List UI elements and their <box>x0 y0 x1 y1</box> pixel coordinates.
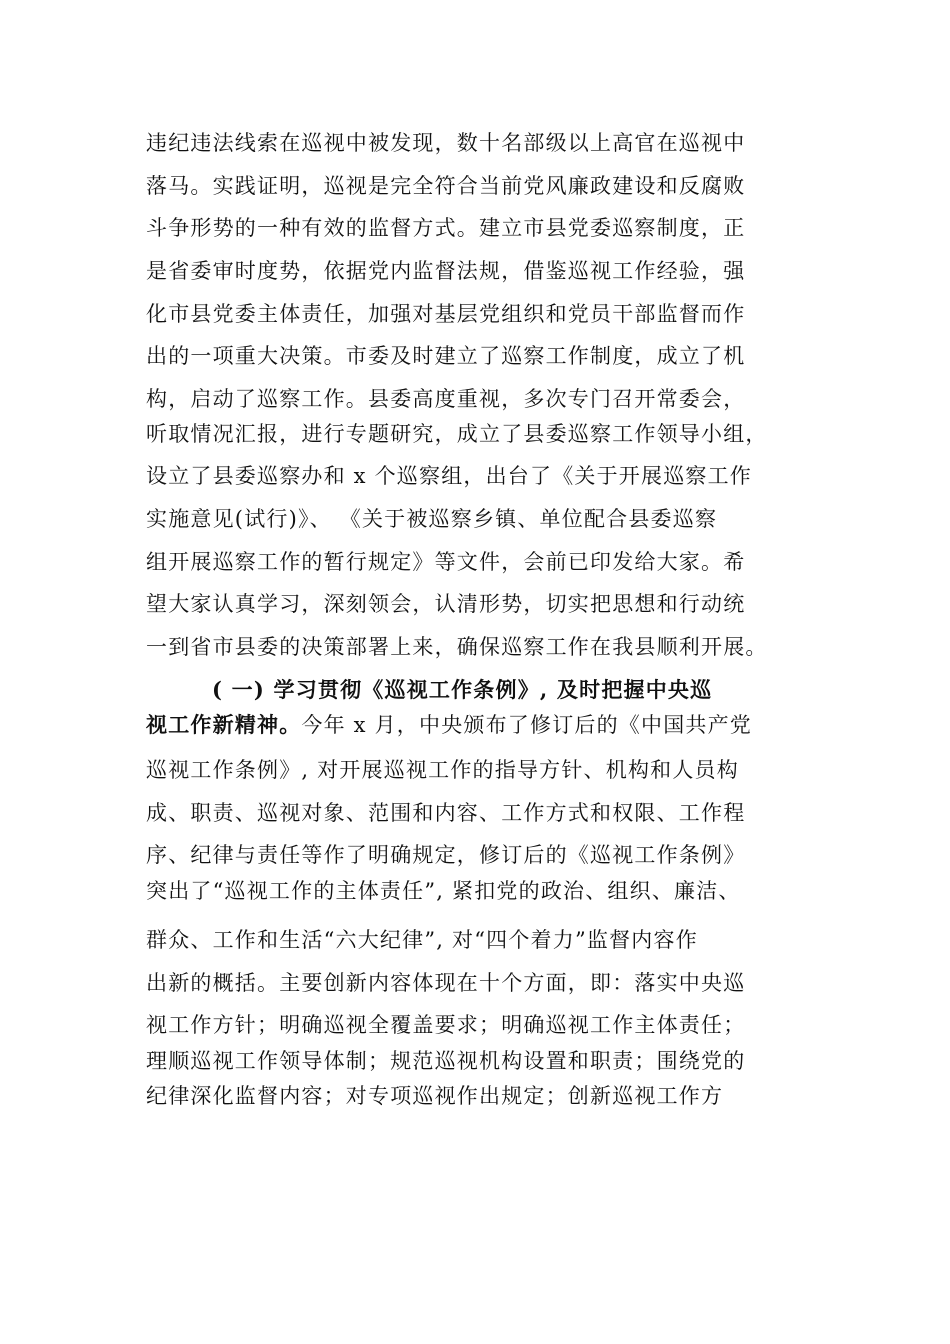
section-line: 突出了“巡视工作的主体责任”, 紧扣党的政治、组织、廉洁、 <box>146 879 741 903</box>
section-heading: ( 一) 学习贯彻《巡视工作条例》, 及时把握中央巡 <box>212 677 713 702</box>
paragraph-line: 望大家认真学习，深刻领会，认清形势，切实把思想和行动统 <box>146 592 746 616</box>
section-line: 理顺巡视工作领导体制；规范巡视机构设置和职责；围绕党的 <box>146 1049 746 1073</box>
paragraph-line: 一到省市县委的决策部署上来，确保巡察工作在我县顺利开展。 <box>146 635 768 659</box>
paragraph-line: 设立了县委巡察办和 x 个巡察组，出台了《关于开展巡察工作 <box>146 464 752 488</box>
section-line: 序、纪律与责任等作了明确规定，修订后的《巡视工作条例》 <box>146 843 746 867</box>
section-line: 视工作方针；明确巡视全覆盖要求；明确巡视工作主体责任； <box>146 1013 746 1037</box>
paragraph-line: 组开展巡察工作的暂行规定》等文件，会前已印发给大家。希 <box>146 550 746 574</box>
paragraph-line: 听取情况汇报，进行专题研究，成立了县委巡察工作领导小组， <box>146 422 768 446</box>
paragraph-line: 实施意见(试行)》、 《关于被巡察乡镇、单位配合县委巡察 <box>146 507 718 531</box>
section-line: 巡视工作条例》, 对开展巡视工作的指导方针、机构和人员构 <box>146 758 739 782</box>
section-line: 成、职责、巡视对象、范围和内容、工作方式和权限、工作程 <box>146 801 746 825</box>
section-heading-tail: 视工作新精神。 <box>146 712 302 737</box>
paragraph-line: 落马。实践证明，巡视是完全符合当前党风廉政建设和反腐败 <box>146 174 746 198</box>
paragraph-line: 斗争形势的一种有效的监督方式。建立市县党委巡察制度，正 <box>146 216 746 240</box>
paragraph-line: 是省委审时度势，依据党内监督法规，借鉴巡视工作经验，强 <box>146 259 746 283</box>
paragraph-line: 化市县党委主体责任，加强对基层党组织和党员干部监督而作 <box>146 302 746 326</box>
section-text: 今年 x 月，中央颁布了修订后的《中国共产党 <box>301 713 752 737</box>
paragraph-line: 违纪违法线索在巡视中被发现，数十名部级以上高官在巡视中 <box>146 131 746 155</box>
section-line: 群众、工作和生活“六大纪律”, 对“四个着力”监督内容作 <box>146 928 698 952</box>
section-line: 纪律深化监督内容；对专项巡视作出规定；创新巡视工作方 <box>146 1084 724 1108</box>
paragraph-line: 出的一项重大决策。市委及时建立了巡察工作制度，成立了机 <box>146 344 746 368</box>
section-line: 出新的概括。主要创新内容体现在十个方面，即：落实中央巡 <box>146 971 746 995</box>
section-heading-line-2 <box>146 711 752 739</box>
paragraph-line: 构，启动了巡察工作。县委高度重视，多次专门召开常委会， <box>146 387 746 411</box>
